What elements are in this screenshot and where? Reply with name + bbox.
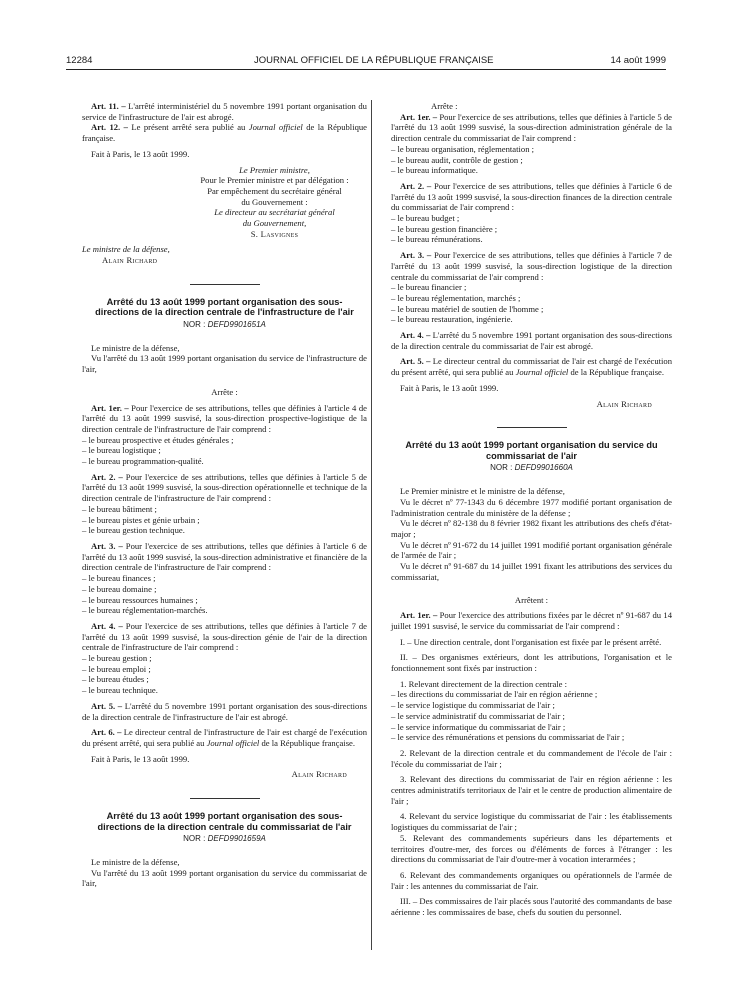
subsection: 2. Relevant de la direction centrale et du commandement de l'école de l'air : l'école du commissariat de l'air ; [391,747,672,769]
separator [190,798,260,799]
list-item: – le bureau réglementation, marchés ; [391,292,521,303]
article: Art. 3. – Pour l'exercice de ses attributions, telles que définies à l'article 7 de l'arrêté du 13 août 1999 susvisé, la sous-direction logistique de la direction centrale du commissariat de l'air comprend : [391,250,672,282]
list-item: – le bureau logistique ; [82,445,161,456]
bureau-list [391,144,672,176]
arretent-heading: Arrêtent : [514,594,549,605]
column-divider [371,100,372,950]
issue-date: 14 août 1999 [610,55,666,66]
preamble: Le Premier ministre et le ministre de la défense, [400,486,565,497]
article: Art. 1er. – Pour l'exercice de ses attributions, telles que définies à l'article 4 de l'arrêté du 13 août 1999 susvisé, la sous-direction prospective-logistique de la direction centrale de l'infrastructure de l'air comprend : [82,402,367,434]
article: Art. 5. – Le directeur central du commissariat de l'air est chargé de l'exécution du présent arrêté, qui sera publié au Journal officiel de la République française. [391,356,672,378]
bureau-list [391,213,672,245]
subsection: 3. Relevant des directions du commissariat de l'air en région aérienne : les centres administratifs territoriaux de l'air et le centre de production alimentaire de l'air ; [391,774,672,806]
pm-signature-block: Le Premier ministre, Pour le Premier ministre et par délégation : Par empêchement du secrétaire général du Gouvernement : Le directeur au secrétariat général du Gouvernement, S. Lasvignes [200,164,349,239]
list-item: – le service des rémunérations et pensions du commissariat de l'air ; [391,732,625,743]
article-11: Art. 11. – L'arrêté interministériel du 5 novembre 1991 portant organisation du service de l'infrastructure de l'air est abrogé. [82,101,367,122]
article: Art. 3. – Pour l'exercice de ses attributions, telles que définies à l'article 6 de l'arrêté du 13 août 1999 susvisé, la sous-direction administrative et financière de la direction centrale de l'infrastructure de l'air comprend : [82,540,367,573]
list-item: – le bureau bâtiment ; [82,503,157,514]
subsection: 1. Relevant directement de la direction centrale : [400,678,568,689]
bureau-list [82,653,367,696]
page-header [66,55,666,69]
list-item: – le bureau organisation, réglementation ; [391,143,535,154]
list-item: – le bureau programmation-qualité. [82,456,204,467]
fait-a-paris: Fait à Paris, le 13 août 1999. [91,148,190,159]
decree-title-infrastructure: Arrêté du 13 août 1999 portant organisation des sous-directions de la direction centrale de l'infrastructure de l'air [95,296,354,318]
list-item: – les directions du commissariat de l'air en région aérienne ; [391,689,598,700]
list-item: – le bureau ressources humaines ; [82,594,198,605]
list-item: – le bureau réglementation-marchés. [82,605,208,616]
preamble: Vu le décret nº 77-1343 du 6 décembre 1977 modifié portant organisation de l'administration centrale du ministère de la défense ; [391,496,672,518]
preamble: Vu le décret nº 82-138 du 8 février 1982 fixant les attributions des chefs d'état-major ; [391,518,672,539]
page-number: 12284 [66,55,93,66]
signature: Alain Richard [596,398,652,409]
article: Art. 6. – Le directeur central de l'infrastructure de l'air est chargé de l'exécution du présent arrêté, qui sera publié au Journal officiel de la République française. [82,727,367,748]
list-item: – le service administratif du commissariat de l'air ; [391,710,565,721]
right-column [391,101,672,918]
list-item: – le bureau emploi ; [82,663,151,674]
list-item: – le bureau prospective et études générales ; [82,434,234,445]
fait-a-paris: Fait à Paris, le 13 août 1999. [91,753,190,764]
list-item: – le bureau gestion technique. [82,525,185,536]
article: Art. 4. – Pour l'exercice de ses attributions, telles que définies à l'article 7 de l'arrêté du 13 août 1999 susvisé, la sous-direction génie de l'air de la direction centrale de l'infrastructure de l'air comprend : [82,620,367,653]
fait-a-paris: Fait à Paris, le 13 août 1999. [400,382,499,393]
list-item: – le bureau restauration, ingénierie. [391,314,513,325]
minister-name: Alain Richard [102,255,158,266]
article: Art. 5. – L'arrêté du 5 novembre 1991 portant organisation des sous-directions de la direction centrale de l'infrastructure de l'air est abrogé. [82,700,367,722]
section-i: I. – Une direction centrale, dont l'organisation est fixée par le présent arrêté. [400,636,662,647]
list-item: – le bureau audit, contrôle de gestion ; [391,154,523,165]
preamble: Vu le décret nº 91-687 du 14 juillet 1991 fixant les attributions des services du commissariat, [391,561,672,582]
subsection: 5. Relevant des commandements supérieurs dans les départements et territoires d'outre-mer, des forces ou d'éléments de forces à l'étranger : les directions du commissariat de l'air d'outre-mer à vocation interarmées ; [391,832,672,865]
preamble: Vu l'arrêté du 13 août 1999 portant organisation du service du commissariat de l'air, [82,867,367,889]
article: Art. 2. – Pour l'exercice de ses attributions, telles que définies à l'article 5 de l'arrêté du 13 août 1999 susvisé, la sous-direction opérationnelle et technique de la direction centrale de l'infrastructure de l'air comprend : [82,471,367,504]
list-item: – le bureau domaine ; [82,583,157,594]
article-12: Art. 12. – Le présent arrêté sera publié au Journal officiel de la République française. [82,122,367,144]
subsection: 4. Relevant du service logistique du commissariat de l'air : les établissements logistiques du commissariat de l'air ; [391,811,672,833]
nor-reference: NOR : DEFD9901660A [490,463,573,473]
header-rule [66,69,666,70]
article: Art. 4. – L'arrêté du 5 novembre 1991 portant organisation des sous-directions de la direction centrale du commissariat de l'air est abrogé. [391,330,672,351]
arrete-heading: Arrête : [211,386,238,397]
list-item: – le bureau gestion financière ; [391,223,498,234]
separator [190,284,260,285]
journal-title: JOURNAL OFFICIEL DE LA RÉPUBLIQUE FRANÇAISE [254,55,494,66]
preamble: Vu le décret nº 91-672 du 14 juillet 1991 modifié portant organisation générale de l'armée de l'air ; [391,539,672,561]
preamble: Le ministre de la défense, [91,856,180,867]
left-column [82,101,367,889]
list-item: – le bureau financier ; [391,282,467,293]
bureau-list [82,504,367,536]
list-item: – le bureau matériel de soutien de l'homme ; [391,303,544,314]
nor-reference: NOR : DEFD9901659A [183,834,266,844]
subsection: 6. Relevant des commandements organiques ou opérationnels de l'armée de l'air : les antennes du commissariat de l'air. [391,869,672,891]
list-item: – le bureau informatique. [391,165,478,176]
bureau-list [82,573,367,616]
arrete-heading: Arrête : [431,101,458,111]
article: Art. 1er. – Pour l'exercice de ses attributions, telles que définies à l'article 5 de l'arrêté du 13 août 1999 susvisé, la sous-direction administration générale de la direction centrale du commissariat de l'air comprend : [391,111,672,144]
bureau-list [82,435,367,467]
list-item: – le bureau gestion ; [82,653,152,664]
bureau-list [391,282,672,325]
section-iii: III. – Des commissaires de l'air placés sous l'autorité des commandants de base aérienne : les commissaires de base, chefs du soutien du personnel. [391,896,672,918]
list-item: – le bureau finances ; [82,573,156,584]
list-item: – le service informatique du commissariat de l'air ; [391,721,566,732]
minister-title: Le ministre de la défense, [82,244,170,255]
signature: Alain Richard [291,769,347,780]
list-item: – le bureau rémunérations. [391,234,483,245]
preamble: Le ministre de la défense, [91,342,180,353]
article: Art. 2. – Pour l'exercice de ses attributions, telles que définies à l'article 6 de l'arrêté du 13 août 1999 susvisé, la sous-direction finances de la direction centrale du commissariat de l'air comprend : [391,180,672,213]
list-item: – le bureau études ; [82,674,149,685]
decree-title-commissariat-subdirections: Arrêté du 13 août 1999 portant organisation des sous-directions de la direction centrale du commissariat de l'air [97,811,352,832]
decree-title-commissariat-service: Arrêté du 13 août 1999 portant organisation du service du commissariat de l'air [405,440,658,461]
separator [497,427,567,428]
list-item: – le bureau budget ; [391,213,460,224]
preamble: Vu l'arrêté du 13 août 1999 portant organisation du service de l'infrastructure de l'air, [82,353,367,375]
list-item: – le bureau technique. [82,685,158,696]
service-list [391,689,672,743]
list-item: – le service logistique du commissariat de l'air ; [391,700,555,711]
section-ii: II. – Des organismes extérieurs, dont les attributions, l'organisation et le fonctionnement sont fixés par instruction : [391,652,672,674]
list-item: – le bureau pistes et génie urbain ; [82,514,200,525]
nor-reference: NOR : DEFD9901651A [183,320,266,330]
article: Art. 1er. – Pour l'exercice des attributions fixées par le décret nº 91-687 du 14 juillet 1991 susvisé, le service du commissariat de l'air comprend : [391,610,672,631]
